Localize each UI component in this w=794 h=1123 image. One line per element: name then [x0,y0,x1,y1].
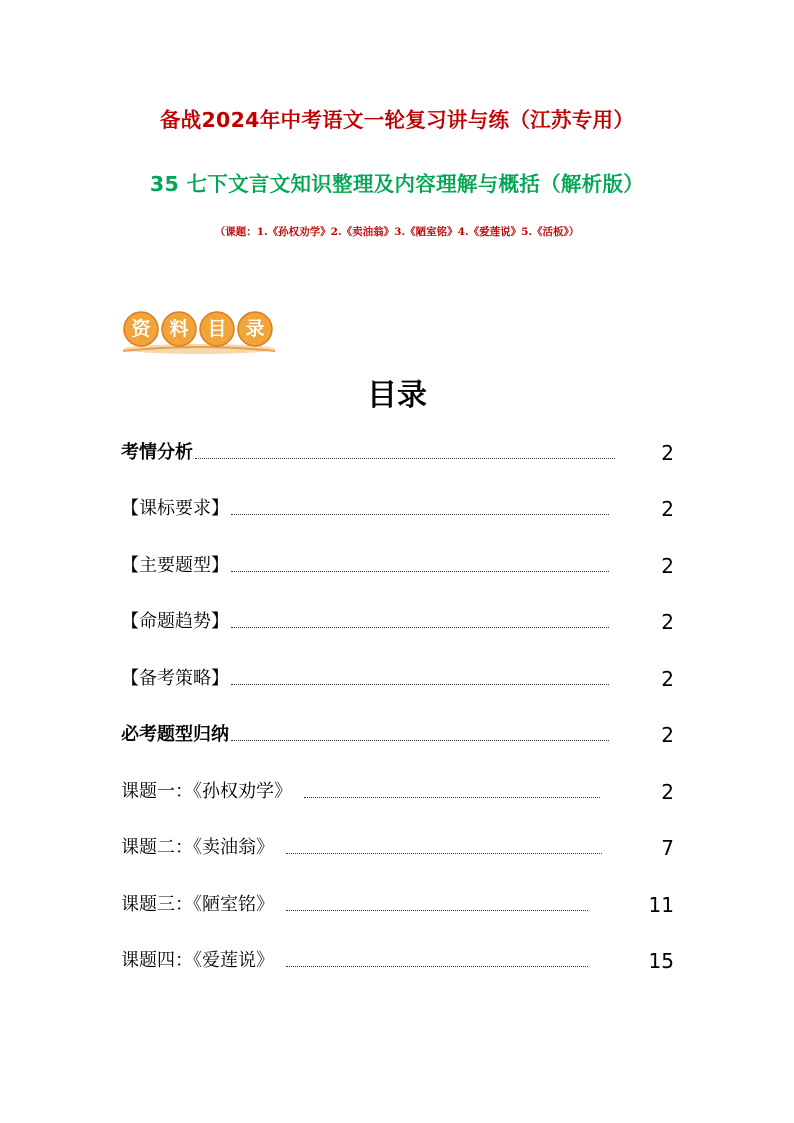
toc-entry-page: 2 [661,667,674,691]
toc-dot-leader [231,740,609,741]
document-subtitle: （课题：1.《孙权劝学》2.《卖油翁》3.《陋室铭》4.《爱莲说》5.《活板》） [214,226,580,238]
badge-char-1: 资 [131,318,151,340]
badge-char-3: 目 [207,318,227,340]
toc-entry-label: 【主要题型】 [121,555,229,576]
toc-entry-curriculum-requirements[interactable] [121,496,611,522]
toc-entry-main-question-types[interactable] [121,553,611,579]
toc-entry-page: 2 [661,610,674,634]
toc-entry-label: 课题一：《孙权劝学》 [121,781,292,802]
badge-char-2: 料 [169,318,189,340]
toc-entry-lesson-1[interactable] [121,779,602,805]
toc-dot-leader [286,910,588,911]
toc-entry-label: 考情分析 [121,442,193,463]
toc-entry-page: 15 [648,949,674,973]
toc-entry-label: 【备考策略】 [121,668,229,689]
toc-entry-page: 2 [661,497,674,521]
toc-entry-page: 11 [648,893,674,917]
document-title-line-1: 备战2024年中考语文一轮复习讲与练（江苏专用） [159,108,635,132]
badge-char-4: 录 [245,318,265,340]
toc-entry-label: 必考题型归纳 [121,724,229,745]
toc-entry-exam-strategy[interactable] [121,666,611,692]
toc-dot-leader [286,853,602,854]
resource-directory-badge [121,307,277,355]
toc-entry-label: 【命题趋势】 [121,611,229,632]
toc-entry-lesson-4[interactable] [121,948,590,974]
toc-entry-label: 课题三：《陋室铭》 [121,894,274,915]
toc-dot-leader [231,684,609,685]
toc-dot-leader [304,797,600,798]
toc-entry-exam-analysis[interactable] [121,440,617,466]
toc-dot-leader [231,514,609,515]
toc-dot-leader [231,571,609,572]
toc-entry-proposition-trends[interactable] [121,609,611,635]
toc-entry-lesson-2[interactable] [121,835,604,861]
toc-entry-label: 课题二：《卖油翁》 [121,837,274,858]
toc-dot-leader [286,966,588,967]
toc-entry-label: 课题四：《爱莲说》 [121,950,274,971]
toc-entry-label: 【课标要求】 [121,498,229,519]
toc-entry-page: 7 [661,836,674,860]
toc-entry-page: 2 [661,780,674,804]
toc-entry-page: 2 [661,723,674,747]
document-title-line-2: 35 七下文言文知识整理及内容理解与概括（解析版） [149,172,645,196]
toc-dot-leader [195,458,615,459]
toc-dot-leader [231,627,609,628]
toc-entry-required-question-types[interactable] [121,722,611,748]
toc-entry-page: 2 [661,554,674,578]
toc-heading: 目录 [367,378,427,413]
toc-entry-page: 2 [661,441,674,465]
toc-entry-lesson-3[interactable] [121,892,590,918]
